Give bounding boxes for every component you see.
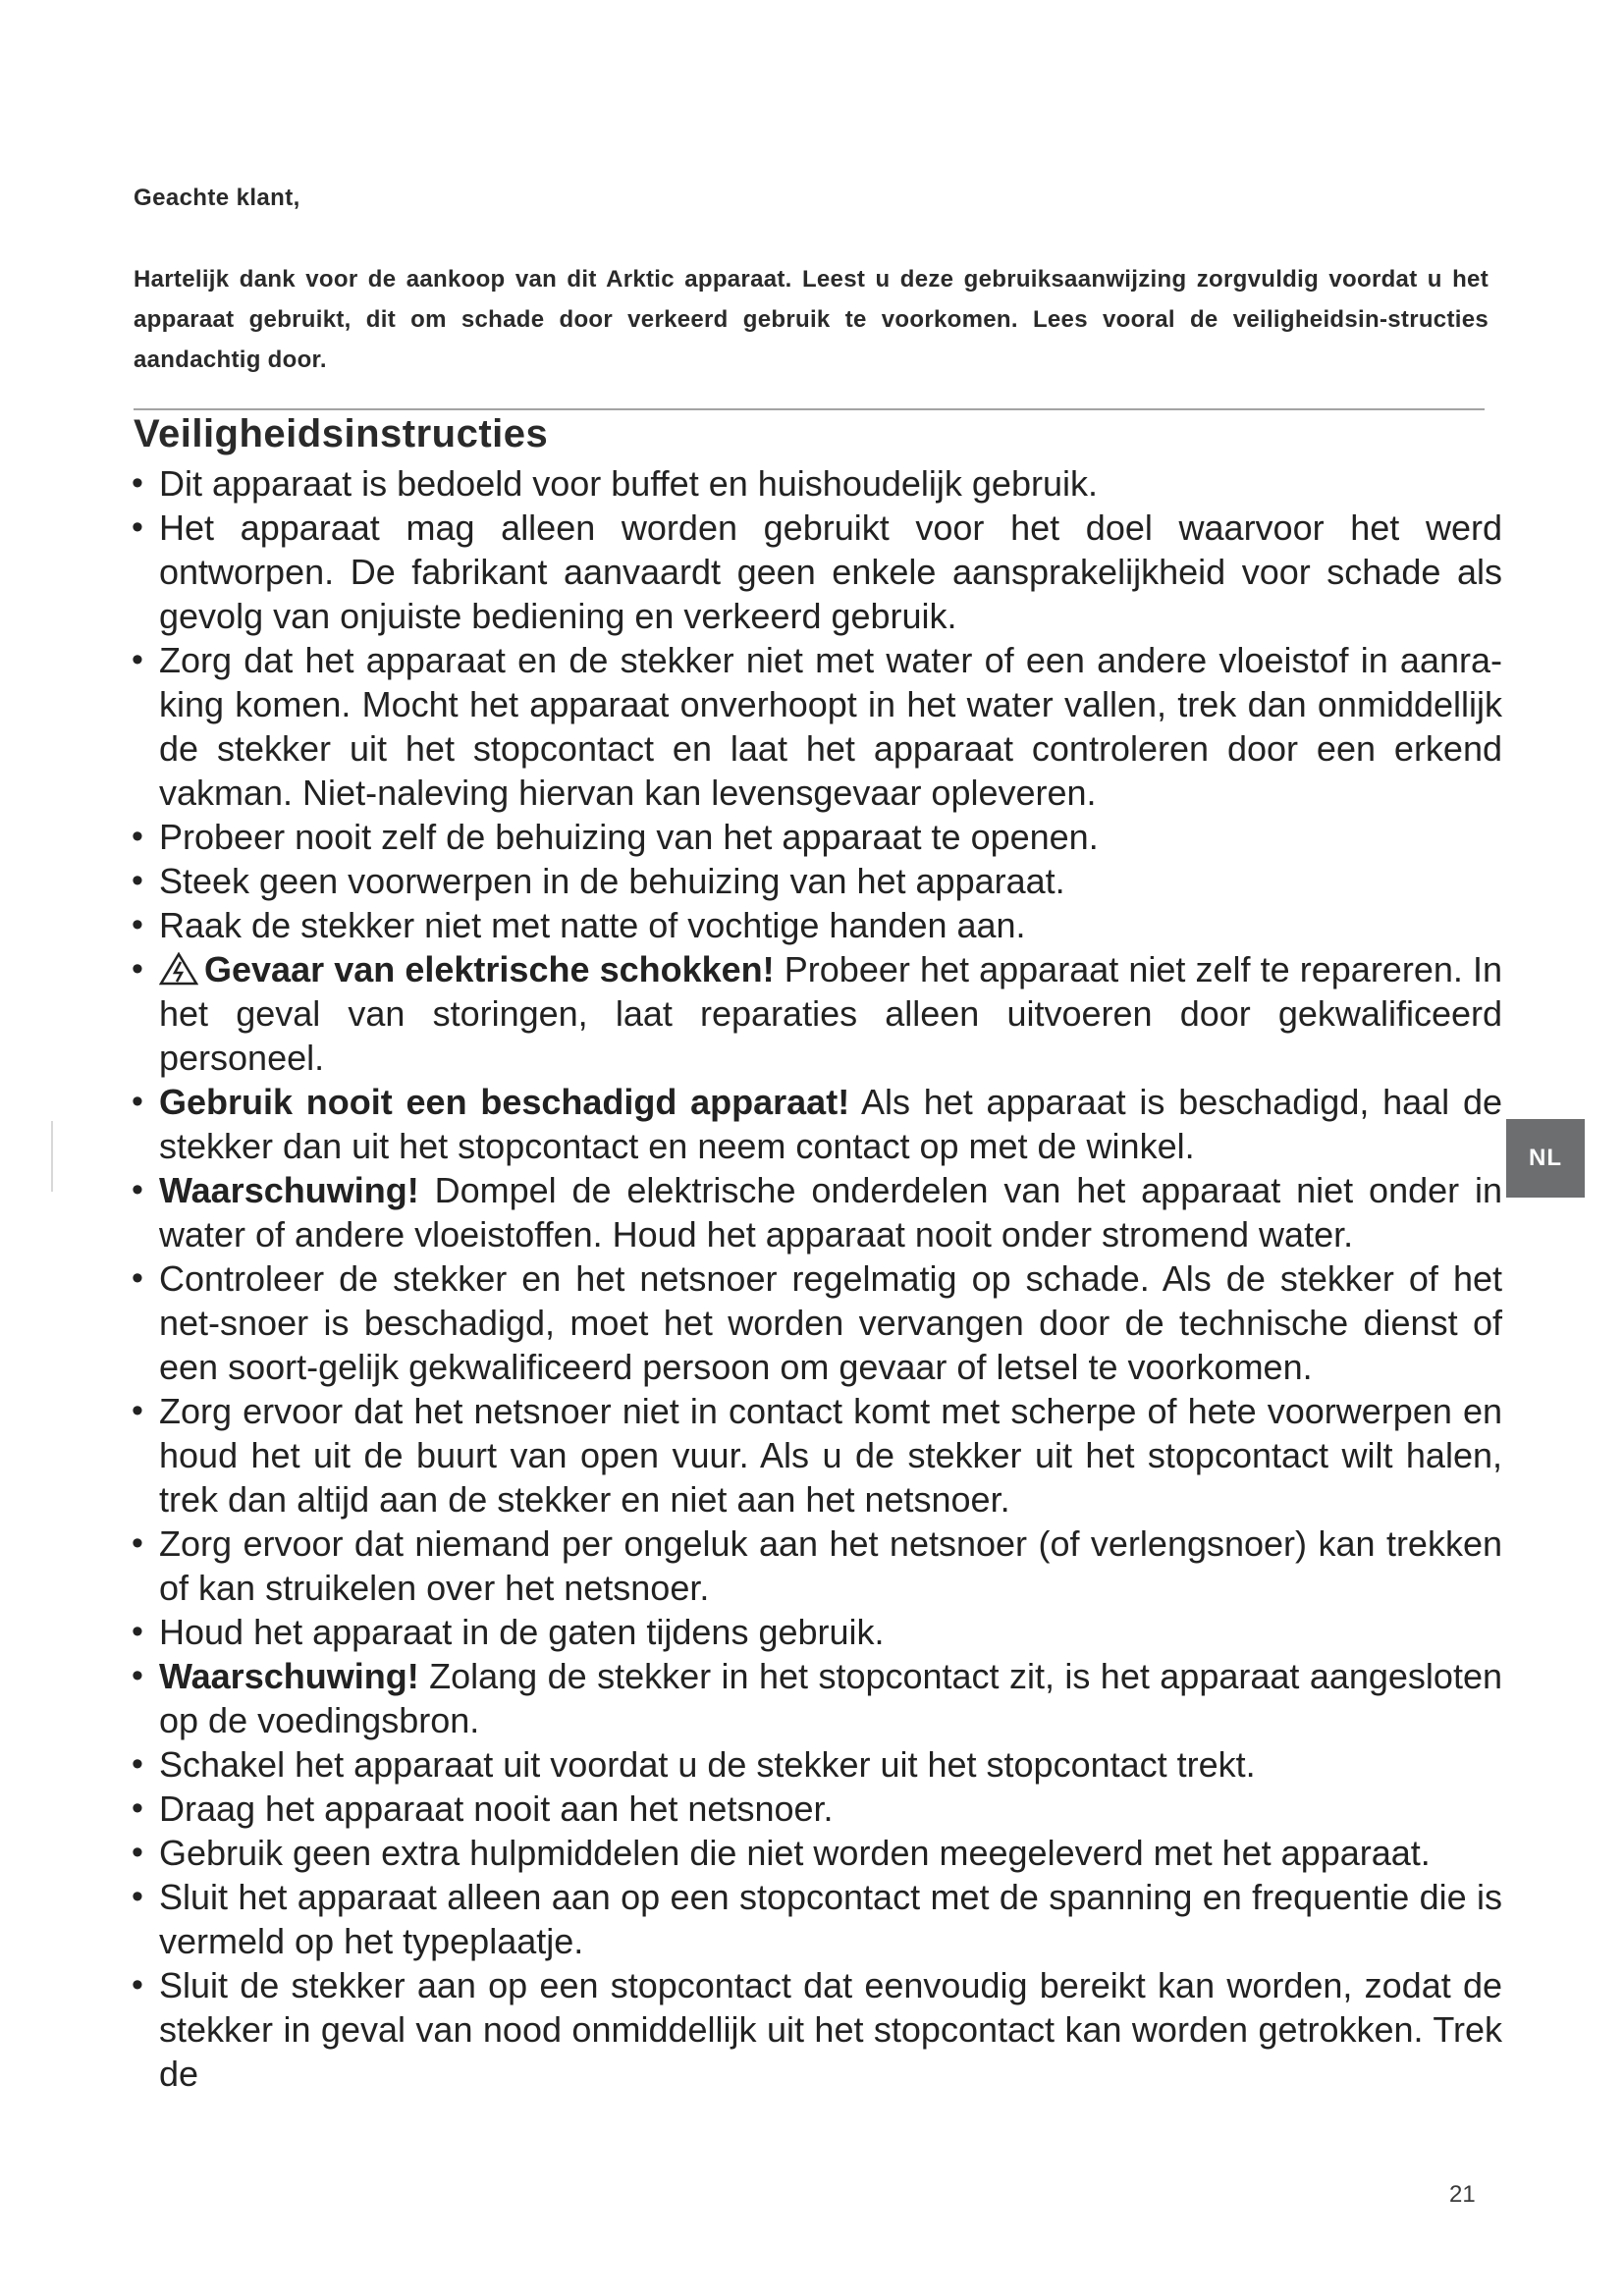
bullet-icon: • — [132, 1834, 143, 1871]
bullet-icon: • — [132, 818, 143, 855]
list-item — [128, 1610, 1502, 1654]
list-item — [128, 1389, 1502, 1522]
safety-instructions-list — [128, 461, 1502, 2096]
bullet-icon: • — [132, 1392, 143, 1429]
warning-lead: Gevaar van elektrische schokken! — [204, 949, 775, 989]
list-item-text: Zorg ervoor dat niemand per ongeluk aan het netsnoer (of verlengsnoer) kan trekken of kan struikelen over het netsnoer. — [159, 1523, 1502, 1608]
list-item-text: Schakel het apparaat uit voordat u de stekker uit het stopcontact trekt. — [159, 1744, 1256, 1785]
page-number: 21 — [1449, 2181, 1476, 2208]
list-item — [128, 1742, 1502, 1787]
bullet-icon: • — [132, 1745, 143, 1783]
bullet-icon: • — [132, 1171, 143, 1208]
bullet-icon: • — [132, 1524, 143, 1562]
list-item — [128, 1654, 1502, 1742]
list-item — [128, 947, 1502, 1080]
list-item-text: Sluit de stekker aan op een stopcontact dat eenvoudig bereikt kan worden, zodat de stekker in geval van nood onmiddellijk uit het stopcontact kan worden getrokken. Trek de — [159, 1965, 1502, 2094]
bullet-icon: • — [132, 950, 143, 988]
warning-lead: Waarschuwing! — [159, 1170, 419, 1210]
list-item — [128, 815, 1502, 859]
list-item-text: Zorg dat het apparaat en de stekker niet met water of een andere vloeistof in aanra-king komen. Mocht het apparaat onverhoopt in het water vallen, trek dan onmiddellijk de stekker uit het stopcontact en laat het apparaat controleren door een erkend vakman. Niet-naleving hiervan kan levensgevaar opleveren. — [159, 640, 1502, 813]
list-item-text: Dit apparaat is bedoeld voor buffet en huishoudelijk gebruik. — [159, 463, 1098, 504]
list-item-text: Probeer het apparaat niet zelf te repareren. In het geval van storingen, laat reparaties alleen uitvoeren door gekwalificeerd personeel. — [159, 949, 1502, 1078]
bullet-icon: • — [132, 508, 143, 546]
bullet-icon: • — [132, 1657, 143, 1694]
language-tab: NL — [1506, 1119, 1585, 1198]
greeting: Geachte klant, — [134, 185, 300, 211]
list-item — [128, 461, 1502, 506]
list-item — [128, 1522, 1502, 1610]
list-item-text: Het apparaat mag alleen worden gebruikt voor het doel waarvoor het werd ontworpen. De fabrikant aanvaardt geen enkele aansprakelijkheid voor schade als gevolg van onjuiste bediening en verkeerd gebruik. — [159, 507, 1502, 636]
list-item — [128, 1787, 1502, 1831]
list-item — [128, 1256, 1502, 1389]
list-item-text: Gebruik geen extra hulpmiddelen die niet worden meegeleverd met het apparaat. — [159, 1833, 1431, 1873]
bullet-icon: • — [132, 1083, 143, 1120]
list-item-text: Raak de stekker niet met natte of vochtige handen aan. — [159, 905, 1026, 945]
bullet-icon: • — [132, 1613, 143, 1650]
margin-mark — [51, 1121, 53, 1192]
intro-paragraph: Hartelijk dank voor de aankoop van dit Arktic apparaat. Leest u deze gebruiksaanwijzing zorgvuldig voordat u het apparaat gebruikt, dit om schade door verkeerd gebruik te voorkomen. Lees vooral de veiligheidsin-structies aandachtig door. — [134, 266, 1489, 373]
list-item-text: Houd het apparaat in de gaten tijdens gebruik. — [159, 1612, 885, 1652]
bullet-icon: • — [132, 641, 143, 678]
warning-lead: Waarschuwing! — [159, 1656, 419, 1696]
list-item — [128, 1080, 1502, 1168]
list-item — [128, 638, 1502, 815]
list-item-text: Probeer nooit zelf de behuizing van het apparaat te openen. — [159, 817, 1099, 857]
electric-hazard-icon — [159, 952, 198, 986]
bullet-icon: • — [132, 464, 143, 502]
list-item — [128, 903, 1502, 947]
list-item — [128, 1875, 1502, 1963]
list-item — [128, 859, 1502, 903]
bullet-icon: • — [132, 1878, 143, 1915]
bullet-icon: • — [132, 1789, 143, 1827]
list-item-text: Controleer de stekker en het netsnoer regelmatig op schade. Als de stekker of het net-snoer is beschadigd, moet het worden vervangen door de technische dienst of een soort-gelijk gekwalificeerd persoon om gevaar of letsel te voorkomen. — [159, 1258, 1502, 1387]
section-heading: Veiligheidsinstructies — [134, 412, 549, 455]
warning-lead: Gebruik nooit een beschadigd apparaat! — [159, 1082, 850, 1122]
list-item-text: Dompel de elektrische onderdelen van het apparaat niet onder in water of andere vloeistoffen. Houd het apparaat nooit onder stromend water. — [159, 1170, 1502, 1255]
bullet-icon: • — [132, 862, 143, 899]
list-item-text: Draag het apparaat nooit aan het netsnoer. — [159, 1789, 834, 1829]
list-item-text: Als het apparaat is beschadigd, haal de stekker dan uit het stopcontact en neem contact op met de winkel. — [159, 1082, 1502, 1166]
list-item-text: Steek geen voorwerpen in de behuizing van het apparaat. — [159, 861, 1065, 901]
list-item-text: Zolang de stekker in het stopcontact zit, is het apparaat aangesloten op de voedingsbron. — [159, 1656, 1502, 1740]
list-item — [128, 1963, 1502, 2096]
section-divider — [134, 408, 1485, 410]
list-item — [128, 1168, 1502, 1256]
list-item-text: Sluit het apparaat alleen aan op een stopcontact met de spanning en frequentie die is vermeld op het typeplaatje. — [159, 1877, 1502, 1961]
bullet-icon: • — [132, 1966, 143, 2003]
bullet-icon: • — [132, 1259, 143, 1297]
list-item — [128, 1831, 1502, 1875]
bullet-icon: • — [132, 906, 143, 943]
list-item — [128, 506, 1502, 638]
list-item-text: Zorg ervoor dat het netsnoer niet in contact komt met scherpe of hete voorwerpen en houd het uit de buurt van open vuur. Als u de stekker uit het stopcontact wilt halen, trek dan altijd aan de stekker en niet aan het netsnoer. — [159, 1391, 1502, 1520]
